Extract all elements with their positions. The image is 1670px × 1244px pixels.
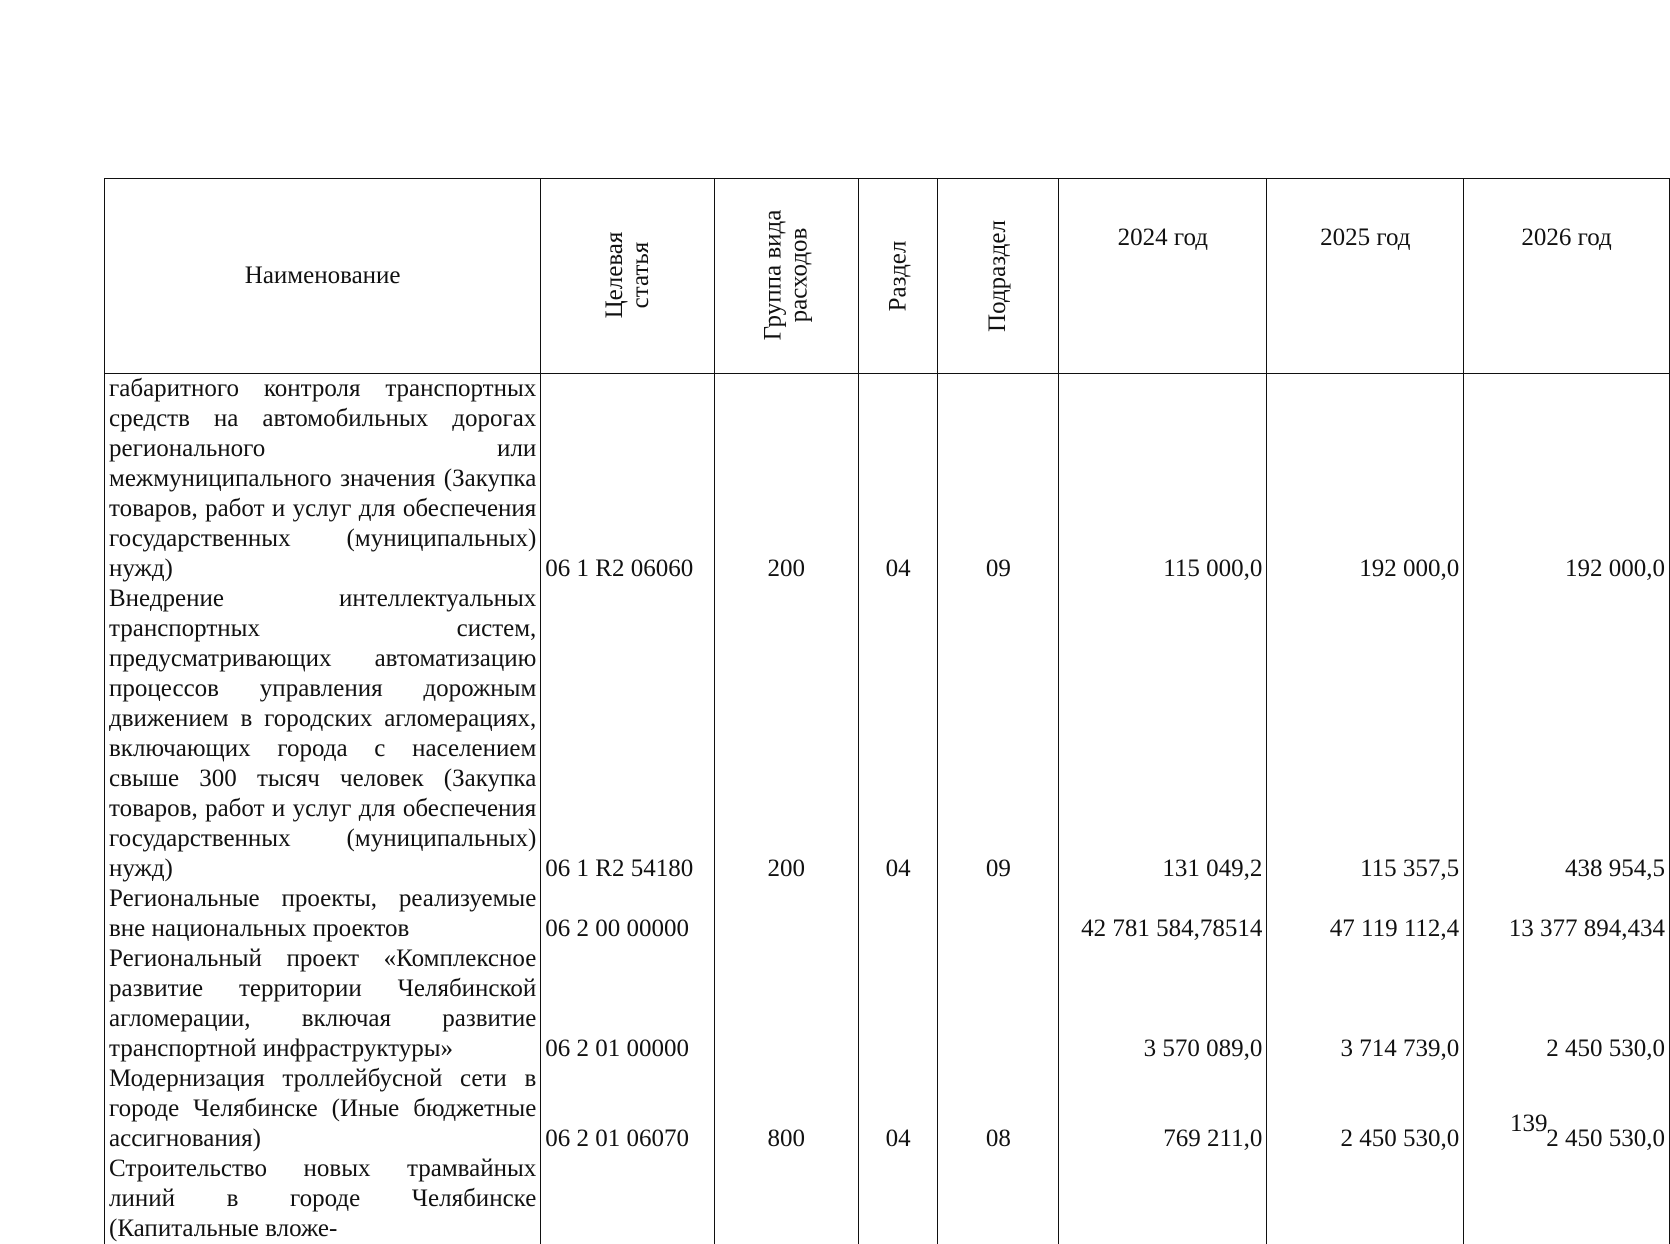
row-expense-group [714,944,858,1064]
row-2026 [1464,1154,1670,1244]
row-target-article: 06 2 01 06070 [541,1064,714,1154]
row-section [858,944,938,1064]
header-2026: 2026 год [1464,179,1670,374]
row-target-article: 06 1 R2 06060 [541,374,714,585]
row-expense-group [714,884,858,944]
header-2024: 2024 год [1059,179,1267,374]
row-subsection [938,1154,1059,1244]
row-2025: 2 450 530,0 [1267,1064,1464,1154]
row-section [858,1154,938,1244]
row-2026: 2 450 530,0 [1464,944,1670,1064]
table-row [105,374,1670,585]
row-subsection: 08 [938,1064,1059,1154]
row-2025 [1267,1154,1464,1244]
budget-table [104,178,1670,1244]
row-2025: 47 119 112,4 [1267,884,1464,944]
row-target-article: 06 1 R2 54180 [541,584,714,884]
header-target-article: Целевая статья [541,179,714,374]
header-subsection: Подраздел [938,179,1059,374]
header-2025: 2025 год [1267,179,1464,374]
row-2024: 131 049,2 [1059,584,1267,884]
row-2024 [1059,1154,1267,1244]
table-row [105,884,1670,944]
row-2025: 115 357,5 [1267,584,1464,884]
row-name: Региональные проекты, реализуемые вне национальных проектов [105,884,541,944]
row-2025: 192 000,0 [1267,374,1464,585]
row-target-article: 06 2 00 00000 [541,884,714,944]
row-expense-group: 200 [714,584,858,884]
row-subsection: 09 [938,374,1059,585]
row-subsection [938,884,1059,944]
row-target-article [541,1154,714,1244]
row-2026: 438 954,5 [1464,584,1670,884]
row-section: 04 [858,1064,938,1154]
table-row [105,1154,1670,1244]
row-2025: 3 714 739,0 [1267,944,1464,1064]
row-expense-group: 800 [714,1064,858,1154]
table-row [105,1064,1670,1154]
row-name: Строительство новых трамвайных линий в городе Челябинске (Капитальные вложе- [105,1154,541,1244]
row-expense-group [714,1154,858,1244]
row-2026: 2 450 530,0 [1464,1064,1670,1154]
header-section: Раздел [858,179,938,374]
row-section: 04 [858,584,938,884]
page-number: 139 [1510,1110,1548,1137]
row-target-article: 06 2 01 00000 [541,944,714,1064]
row-expense-group: 200 [714,374,858,585]
table-row [105,944,1670,1064]
row-section: 04 [858,374,938,585]
row-section [858,884,938,944]
table-row [105,584,1670,884]
row-2026: 192 000,0 [1464,374,1670,585]
row-2024: 42 781 584,78514 [1059,884,1267,944]
row-2024: 115 000,0 [1059,374,1267,585]
row-2026: 13 377 894,434 [1464,884,1670,944]
table-header-row [105,179,1670,374]
header-expense-group: Группа вида расходов [714,179,858,374]
row-name: Модернизация троллейбусной сети в городе Челябинске (Иные бюджетные ассигнования) [105,1064,541,1154]
row-2024: 769 211,0 [1059,1064,1267,1154]
row-name: габаритного контроля транспортных средств на автомобильных дорогах регионального или межмуниципального значения (Закупка товаров, работ и услуг для обеспечения государственных (муниципальных) нужд) [105,374,541,585]
row-name: Внедрение интеллектуальных транспортных систем, предусматривающих автоматизацию процессов управления дорожным движением в городских агломерациях, включающих города с населением свыше 300 тысяч человек (Закупка товаров, работ и услуг для обеспечения государственных (муниципальных) нужд) [105,584,541,884]
row-subsection [938,944,1059,1064]
row-name: Региональный проект «Комплексное развитие территории Челябинской агломерации, включая развитие транспортной инфраструктуры» [105,944,541,1064]
row-2024: 3 570 089,0 [1059,944,1267,1064]
header-name: Наименование [105,179,541,374]
row-subsection: 09 [938,584,1059,884]
